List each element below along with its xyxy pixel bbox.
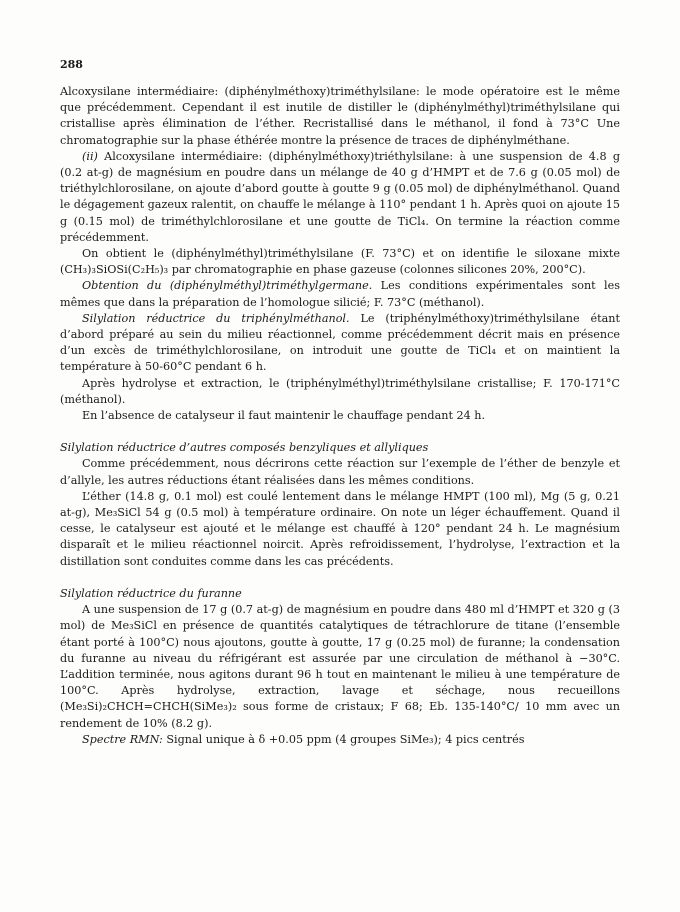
text-run: En l’absence de catalyseur il faut maintenir le chauffage pendant 24 h. [82, 409, 486, 423]
text-run: On obtient le (diphénylméthyl)triméthylsilane (F. 73°C) et on identifie le siloxane mixte (CH₃)₃SiOSi(C₂H₅)₃ par chromatographie en phase gazeuse (colonnes silicones 20%, 200°C). [60, 247, 620, 277]
paragraph [60, 376, 620, 408]
section-gap [60, 424, 620, 440]
text-run: Après hydrolyse et extraction, le (triphénylméthyl)triméthylsilane cristallise; F. 170-171°C (méthanol). [60, 376, 620, 406]
text-run: Le (triphénylméthoxy)triméthylsilane étant d’abord préparé au sein du milieu réactionnel, comme précédemment décrit mais en présence d’un excès de triméthylchlorosilane, on introduit une goutte de TiCl₄ et on maintient la température à 50-60°C pendant 6 h. [60, 311, 620, 374]
italic-run: Spectre RMN: [82, 732, 163, 746]
text-run: Les conditions expérimentales sont les mêmes que dans la préparation de l’homologue silicié; F. 73°C (méthanol). [60, 279, 620, 309]
page-number: 288 [60, 58, 83, 71]
paragraph [60, 408, 620, 424]
paragraph [60, 456, 620, 488]
text-run: Alcoxysilane intermédiaire: (diphénylméthoxy)triméthylsilane: le mode opératoire est le même que précédemment. Cependant il est inutile de distiller le (diphénylméthyl)triméthylsilane qui cristallise après élimination de l’éther. Recristallisé dans le méthanol, il fond à 73°C Une chromatographie sur la phase éthérée montre la présence de traces de diphénylméthane. [60, 85, 620, 147]
paragraph [60, 489, 620, 570]
paragraph [60, 602, 620, 732]
italic-run: Obtention du (diphénylméthyl)triméthylgermane. [82, 279, 373, 293]
text-run: Alcoxysilane intermédiaire: (diphénylméthoxy)triéthylsilane: à une suspension de 4.8 g (0.2 at-g) de magnésium en poudre dans un mélange de 40 g d’HMPT et de 7.6 g (0.05 mol) de triéthylchlorosilane, on ajoute d’abord goutte à goutte 9 g (0.05 mol) de diphénylméthanol. Quand le dégagement gazeux ralentit, on chauffe le mélange à 110° pendant 1 h. Après quoi on ajoute 15 g (0.15 mol) de triméthylchlorosilane et une goutte de TiCl₄. On termine la réaction comme précédemment. [60, 149, 620, 244]
paragraph [60, 84, 620, 149]
document-body [60, 84, 620, 748]
italic-run: Silylation réductrice du triphénylméthanol. [82, 311, 350, 325]
text-run: A une suspension de 17 g (0.7 at-g) de magnésium en poudre dans 480 ml d’HMPT et 320 g (3 mol) de Me₃SiCl en présence de quantités catalytiques de tétrachlorure de titane (l’ensemble étant porté à 100°C) nous ajoutons, goutte à goutte, 17 g (0.25 mol) de furanne; la condensation du furanne au niveau du réfrigérant est assurée par une circulation de méthanol à −30°C. L’addition terminée, nous agitons durant 96 h tout en maintenant le milieu à une température de 100°C. Après hydrolyse, extraction, lavage et séchage, nous recueillons (Me₃Si)₂CHCH=CHCH(SiMe₃)₂ sous forme de cristaux; F 68; Eb. 135-140°C/ 10 mm avec un rendement de 10% (8.2 g). [60, 603, 620, 730]
text-run: Signal unique à δ +0.05 ppm (4 groupes SiMe₃); 4 pics centrés [162, 732, 525, 746]
paragraph [60, 732, 620, 748]
section-heading: Silylation réductrice d’autres composés benzyliques et allyliques [60, 441, 429, 455]
section-gap [60, 570, 620, 586]
section-heading: Silylation réductrice du furanne [60, 586, 242, 600]
paragraph [60, 149, 620, 246]
paragraph [60, 246, 620, 278]
text-run: Comme précédemment, nous décrirons cette réaction sur l’exemple de l’éther de benzyle et d’allyle, les autres réductions étant réalisées dans les mêmes conditions. [60, 457, 620, 487]
paragraph [60, 278, 620, 310]
paragraph [60, 311, 620, 376]
italic-run: (ii) [82, 149, 105, 163]
text-run: L’éther (14.8 g, 0.1 mol) est coulé lentement dans le mélange HMPT (100 ml), Mg (5 g, 0.21 at-g), Me₃SiCl 54 g (0.5 mol) à température ordinaire. On note un léger échauffement. Quand il cesse, le catalyseur est ajouté et le mélange est chauffé à 120° pendant 24 h. Le magnésium disparaît et le milieu réactionnel noircit. Après refroidissement, l’hydrolyse, l’extraction et la distillation sont conduites comme dans les cas précédents. [60, 489, 620, 568]
